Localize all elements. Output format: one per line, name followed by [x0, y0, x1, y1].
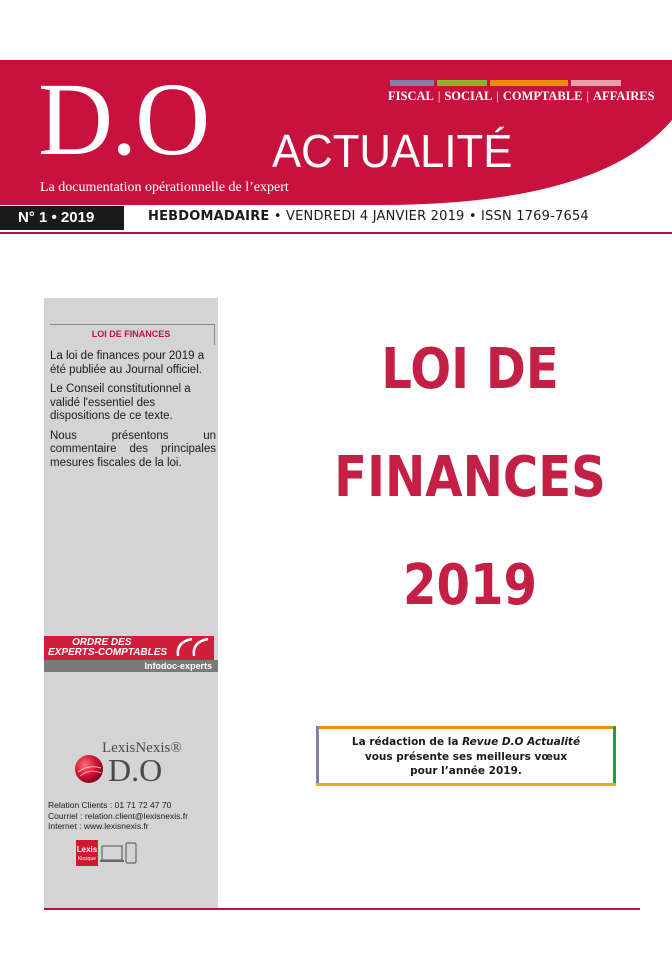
- summary-paragraph: Le Conseil constitutionnel a validé l'essentiel des dispositions de ce texte.: [50, 383, 191, 422]
- kiosque-kiosque-text: Kiosque: [77, 856, 97, 862]
- title-line: LOI DE: [381, 337, 559, 402]
- oec-line2: EXPERTS-COMPTABLES: [48, 647, 168, 658]
- affaires-color-tab: [571, 80, 621, 86]
- issue-info: [148, 209, 589, 224]
- lexisnexis-do-logo[interactable]: [70, 738, 194, 788]
- separator: |: [437, 89, 441, 103]
- greeting-prefix: La rédaction de la: [351, 736, 463, 748]
- oec-subtitle: Infodoc-experts: [144, 661, 212, 671]
- greeting-box: [316, 726, 616, 786]
- greeting-text: [316, 735, 616, 779]
- do-wordmark: D.O: [108, 752, 163, 788]
- sidebar-heading: LOI DE FINANCES: [91, 329, 171, 339]
- lexisnexis-sphere-icon: [74, 754, 104, 784]
- contact-info: [48, 800, 188, 832]
- title-line: FINANCES: [334, 445, 606, 510]
- section-fiscal[interactable]: FISCAL: [388, 89, 434, 103]
- summary-paragraph: Nous présentons un commentaire des principales mesures fiscales de la loi.: [50, 429, 216, 469]
- issue-frequency: HEBDOMADAIRE: [148, 209, 270, 224]
- section-comptable[interactable]: COMPTABLE: [502, 89, 583, 103]
- contact-email[interactable]: Courriel : relation.client@lexisnexis.fr: [48, 810, 188, 821]
- bottom-rule: [44, 908, 640, 910]
- social-color-tab: [437, 80, 487, 86]
- kiosque-lexis-text: Lexis: [76, 845, 98, 854]
- title-line: 2019: [402, 553, 538, 618]
- separator: |: [586, 89, 589, 103]
- logo-actualite: ACTUALITÉ: [272, 125, 513, 177]
- separator: |: [496, 89, 499, 103]
- comptable-color-tab: [490, 80, 568, 86]
- section-nav: [388, 89, 655, 104]
- greeting-line3: pour l’année 2019.: [410, 765, 522, 777]
- section-affaires[interactable]: AFFAIRES: [592, 89, 655, 103]
- greeting-line2: vous présente ses meilleurs vœux: [364, 750, 568, 763]
- section-color-tabs: [390, 80, 624, 86]
- contact-phone: Relation Clients : 01 71 72 47 70: [48, 800, 172, 810]
- greeting-review-name: Revue D.O Actualité: [462, 736, 581, 748]
- section-social[interactable]: SOCIAL: [444, 89, 493, 103]
- oec-logo[interactable]: [44, 636, 218, 672]
- lexisnexis-wordmark: LexisNexis®: [102, 740, 182, 756]
- issue-details: • VENDREDI 4 JANVIER 2019 • ISSN 1769-7654: [269, 209, 589, 224]
- tagline: La documentation opérationnelle de l’expert: [40, 180, 289, 195]
- issue-number: N° 1 • 2019: [0, 206, 124, 230]
- fiscal-color-tab: [390, 80, 434, 86]
- lexis-kiosque-badge[interactable]: [76, 840, 140, 871]
- logo-do: D.O: [38, 62, 209, 177]
- summary-paragraph: La loi de finances pour 2019 a été publiée au Journal officiel.: [50, 350, 205, 376]
- kiosque-devices-icon: [76, 840, 140, 866]
- greeting-line1: [316, 735, 616, 750]
- sidebar-summary: [50, 350, 216, 476]
- main-title: [298, 330, 642, 654]
- issue-bar: [0, 206, 672, 234]
- oec-line1: ORDRE DES: [72, 637, 132, 648]
- oec-swoosh-icon: [170, 636, 214, 660]
- contact-website[interactable]: Internet : www.lexisnexis.fr: [48, 821, 149, 831]
